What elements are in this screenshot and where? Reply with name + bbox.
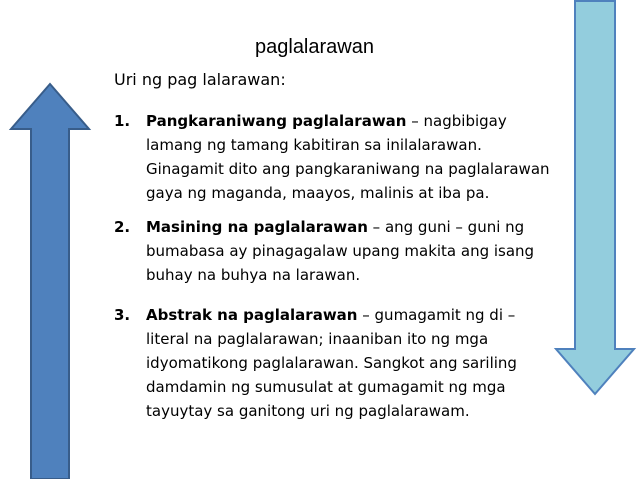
list-item [114,215,554,287]
page-title: paglalarawan [255,36,374,58]
up-arrow-shape [11,84,89,479]
item-description: – nagbibigay lamang ng tamang kabitiran sa inilalarawan. Ginagamit dito ang pangkaraniwang na paglalarawan gaya ng maganda, maayos, malinis at iba pa. [146,112,550,202]
intro-text: Uri ng pag lalarawan: [114,70,286,89]
item-number: 3. [114,306,131,324]
list-item [114,303,554,423]
item-number: 1. [114,112,131,130]
item-term: Abstrak na paglalarawan [146,306,358,324]
list-item [114,109,554,205]
item-description: – gumagamit ng di – literal na paglalarawan; inaaniban ito ng mga idyomatikong paglalarawan. Sangkot ang sariling damdamin ng sumusulat at gumagamit ng mga tayuytay sa ganitong uri ng paglalarawam. [146,306,517,420]
item-number: 2. [114,218,131,236]
item-body [146,215,554,287]
item-description: – ang guni – guni ng bumabasa ay pinagagalaw upang makita ang isang buhay na buhya na larawan. [146,218,535,284]
item-body [146,303,554,423]
down-arrow-shape [556,1,634,394]
item-body [146,109,554,205]
item-term: Pangkaraniwang paglalarawan [146,112,407,130]
item-term: Masining na paglalarawan [146,218,368,236]
